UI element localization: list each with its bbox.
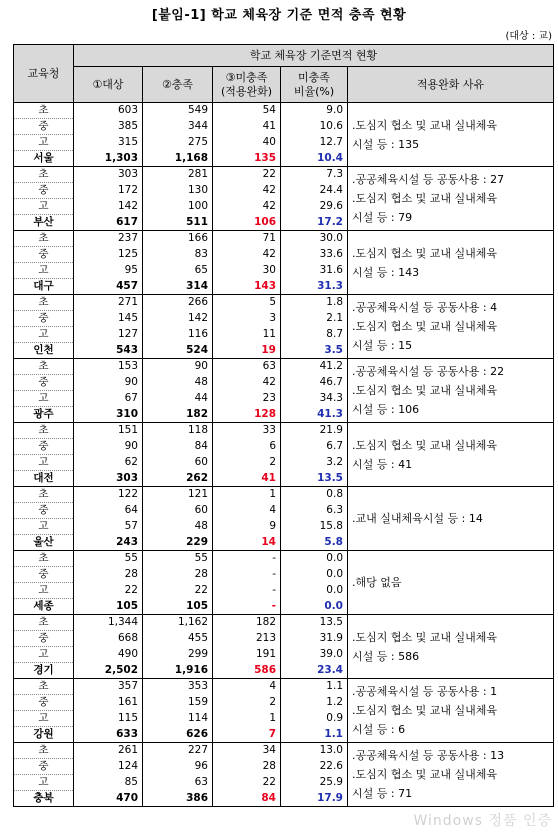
school-level: 고	[14, 455, 74, 471]
cell-value: 96	[143, 759, 213, 775]
reason-line: .해당 없음	[352, 576, 402, 589]
school-level: 초	[14, 551, 74, 567]
cell-value: 40	[213, 135, 281, 151]
reason-cell	[348, 423, 554, 487]
cell-value: 23	[213, 391, 281, 407]
reason-cell	[348, 295, 554, 359]
total-value: 1,916	[143, 663, 213, 679]
cell-value: 41.2	[281, 359, 348, 375]
cell-value: 299	[143, 647, 213, 663]
reason-line: 시설 등 : 586	[352, 649, 420, 663]
cell-value: 2.1	[281, 311, 348, 327]
cell-value: 22	[143, 583, 213, 599]
cell-value: 114	[143, 711, 213, 727]
cell-value: 60	[143, 503, 213, 519]
school-level: 초	[14, 615, 74, 631]
cell-value: 385	[74, 119, 143, 135]
table-row	[14, 103, 554, 119]
school-level: 고	[14, 327, 74, 343]
cell-value: -	[213, 567, 281, 583]
sports-field-table	[13, 44, 554, 807]
total-value: 1,303	[74, 151, 143, 167]
cell-value: 0.8	[281, 487, 348, 503]
reason-cell	[348, 615, 554, 679]
reason-line: .도심지 협소 및 교내 실내체육	[352, 384, 497, 397]
cell-value: 191	[213, 647, 281, 663]
cell-value: 13.0	[281, 743, 348, 759]
cell-value: 1.1	[281, 679, 348, 695]
cell-value: 39.0	[281, 647, 348, 663]
cell-value: 116	[143, 327, 213, 343]
total-value: -	[213, 599, 281, 615]
total-value: 17.2	[281, 215, 348, 231]
cell-value: 90	[74, 439, 143, 455]
reason-line: .도심지 협소 및 교내 실내체육	[352, 768, 497, 781]
cell-value: 124	[74, 759, 143, 775]
cell-value: 60	[143, 455, 213, 471]
reason-line: .도심지 협소 및 교내 실내체육	[352, 246, 497, 260]
cell-value: 57	[74, 519, 143, 535]
cell-value: 227	[143, 743, 213, 759]
cell-value: 353	[143, 679, 213, 695]
school-level: 중	[14, 247, 74, 263]
cell-value: 151	[74, 423, 143, 439]
cell-value: 0.9	[281, 711, 348, 727]
cell-value: 668	[74, 631, 143, 647]
cell-value: 455	[143, 631, 213, 647]
reason-line: .도심지 협소 및 교내 실내체육	[352, 704, 497, 717]
reason-cell	[348, 551, 554, 615]
cell-value: 1	[213, 487, 281, 503]
total-value: 524	[143, 343, 213, 359]
cell-value: 1.8	[281, 295, 348, 311]
total-value: 229	[143, 535, 213, 551]
region-name: 강원	[14, 727, 74, 743]
cell-value: 55	[143, 551, 213, 567]
school-level: 초	[14, 231, 74, 247]
cell-value: 31.9	[281, 631, 348, 647]
total-value: 617	[74, 215, 143, 231]
cell-value: 33.6	[281, 247, 348, 263]
cell-value: 28	[74, 567, 143, 583]
school-level: 고	[14, 199, 74, 215]
document-title: [붙임-1] 학교 체육장 기준 면적 충족 현황	[151, 8, 407, 23]
cell-value: 24.4	[281, 183, 348, 199]
reason-line: .공공체육시설 등 공동사용 : 27	[352, 173, 505, 186]
cell-value: 275	[143, 135, 213, 151]
table-row	[14, 359, 554, 375]
cell-value: 28	[213, 759, 281, 775]
cell-value: 22	[74, 583, 143, 599]
reason-line: .공공체육시설 등 공동사용 : 1	[352, 685, 498, 698]
cell-value: 357	[74, 679, 143, 695]
cell-value: 48	[143, 519, 213, 535]
total-value: 1.1	[281, 727, 348, 743]
total-value: 13.5	[281, 471, 348, 487]
reason-cell	[348, 231, 554, 295]
total-value: 143	[213, 279, 281, 295]
cell-value: 65	[143, 263, 213, 279]
cell-value: 172	[74, 183, 143, 199]
school-level: 초	[14, 423, 74, 439]
cell-value: 1	[213, 711, 281, 727]
total-value: 128	[213, 407, 281, 423]
cell-value: -	[213, 551, 281, 567]
reason-line: .공공체육시설 등 공동사용 : 4	[352, 301, 498, 314]
reason-line: 시설 등 : 79	[352, 211, 413, 224]
total-value: 3.5	[281, 343, 348, 359]
total-value: 105	[74, 599, 143, 615]
cell-value: 159	[143, 695, 213, 711]
cell-value: 100	[143, 199, 213, 215]
cell-value: 90	[143, 359, 213, 375]
school-level: 중	[14, 439, 74, 455]
cell-value: 48	[143, 375, 213, 391]
school-level: 중	[14, 503, 74, 519]
region-name: 대구	[14, 279, 74, 295]
table-row	[14, 743, 554, 759]
cell-value: 153	[74, 359, 143, 375]
reason-line: .도심지 협소 및 교내 실내체육	[352, 320, 497, 333]
school-level: 중	[14, 631, 74, 647]
reason-line: .도심지 협소 및 교내 실내체육	[352, 438, 497, 452]
school-level: 고	[14, 583, 74, 599]
total-value: 14	[213, 535, 281, 551]
header-unmet	[213, 67, 281, 103]
reason-line: 시설 등 : 106	[352, 403, 420, 416]
cell-value: 6	[213, 439, 281, 455]
header-unmet-label: ③미충족	[225, 70, 268, 84]
total-value: 10.4	[281, 151, 348, 167]
school-level: 고	[14, 519, 74, 535]
table-row	[14, 551, 554, 567]
cell-value: 6.7	[281, 439, 348, 455]
cell-value: 237	[74, 231, 143, 247]
cell-value: 42	[213, 183, 281, 199]
cell-value: 46.7	[281, 375, 348, 391]
cell-value: 21.9	[281, 423, 348, 439]
total-value: 310	[74, 407, 143, 423]
cell-value: 13.5	[281, 615, 348, 631]
cell-value: 127	[74, 327, 143, 343]
cell-value: 41	[213, 119, 281, 135]
cell-value: 142	[74, 199, 143, 215]
total-value: 106	[213, 215, 281, 231]
cell-value: 118	[143, 423, 213, 439]
cell-value: 22	[213, 167, 281, 183]
region-name: 서울	[14, 151, 74, 167]
cell-value: 15.8	[281, 519, 348, 535]
total-value: 7	[213, 727, 281, 743]
table-row	[14, 487, 554, 503]
school-level: 고	[14, 263, 74, 279]
total-value: 243	[74, 535, 143, 551]
total-value: 303	[74, 471, 143, 487]
cell-value: 303	[74, 167, 143, 183]
total-value: 105	[143, 599, 213, 615]
cell-value: 34.3	[281, 391, 348, 407]
total-value: 2,502	[74, 663, 143, 679]
cell-value: 95	[74, 263, 143, 279]
table-row	[14, 679, 554, 695]
region-name: 충북	[14, 791, 74, 807]
cell-value: 9.0	[281, 103, 348, 119]
region-name: 대전	[14, 471, 74, 487]
school-level: 중	[14, 183, 74, 199]
reason-cell	[348, 679, 554, 743]
total-value: 23.4	[281, 663, 348, 679]
cell-value: 4	[213, 503, 281, 519]
cell-value: 122	[74, 487, 143, 503]
school-level: 중	[14, 311, 74, 327]
school-level: 초	[14, 103, 74, 119]
cell-value: 0.0	[281, 567, 348, 583]
school-level: 고	[14, 135, 74, 151]
cell-value: -	[213, 583, 281, 599]
cell-value: 12.7	[281, 135, 348, 151]
cell-value: 30.0	[281, 231, 348, 247]
cell-value: 166	[143, 231, 213, 247]
total-value: 41.3	[281, 407, 348, 423]
watermark: Windows 정품 인증	[413, 813, 552, 829]
reason-line: .공공체육시설 등 공동사용 : 22	[352, 365, 505, 378]
school-level: 중	[14, 759, 74, 775]
table-row	[14, 295, 554, 311]
cell-value: 281	[143, 167, 213, 183]
reason-line: 시설 등 : 41	[352, 457, 413, 471]
cell-value: 4	[213, 679, 281, 695]
cell-value: 161	[74, 695, 143, 711]
reason-line: 시설 등 : 71	[352, 787, 413, 800]
total-value: 314	[143, 279, 213, 295]
cell-value: 5	[213, 295, 281, 311]
total-value: 457	[74, 279, 143, 295]
header-group: 학교 체육장 기준면적 현황	[74, 45, 554, 67]
cell-value: 34	[213, 743, 281, 759]
cell-value: 84	[143, 439, 213, 455]
cell-value: 6.3	[281, 503, 348, 519]
cell-value: 271	[74, 295, 143, 311]
header-unmet-sub: (적용완화)	[220, 84, 273, 98]
total-value: 0.0	[281, 599, 348, 615]
cell-value: 3.2	[281, 455, 348, 471]
cell-value: 1,162	[143, 615, 213, 631]
reason-line: 시설 등 : 15	[352, 339, 413, 352]
total-value: 135	[213, 151, 281, 167]
cell-value: 42	[213, 247, 281, 263]
table-row	[14, 167, 554, 183]
total-value: 1,168	[143, 151, 213, 167]
header-region: 교육청	[14, 45, 74, 103]
school-level: 초	[14, 359, 74, 375]
cell-value: 1.2	[281, 695, 348, 711]
reason-line: .공공체육시설 등 공동사용 : 13	[352, 749, 505, 762]
cell-value: 22	[213, 775, 281, 791]
table-row	[14, 231, 554, 247]
cell-value: 115	[74, 711, 143, 727]
cell-value: 83	[143, 247, 213, 263]
header-target: ①대상	[74, 67, 143, 103]
cell-value: 145	[74, 311, 143, 327]
total-value: 511	[143, 215, 213, 231]
reason-cell	[348, 359, 554, 423]
reason-cell	[348, 743, 554, 807]
total-value: 543	[74, 343, 143, 359]
region-name: 경기	[14, 663, 74, 679]
table-row	[14, 423, 554, 439]
cell-value: 0.0	[281, 551, 348, 567]
reason-cell	[348, 103, 554, 167]
reason-line: 시설 등 : 6	[352, 723, 406, 736]
cell-value: 549	[143, 103, 213, 119]
cell-value: 142	[143, 311, 213, 327]
total-value: 84	[213, 791, 281, 807]
cell-value: 266	[143, 295, 213, 311]
region-name: 세종	[14, 599, 74, 615]
cell-value: 7.3	[281, 167, 348, 183]
region-name: 인천	[14, 343, 74, 359]
cell-value: 344	[143, 119, 213, 135]
total-value: 31.3	[281, 279, 348, 295]
school-level: 초	[14, 679, 74, 695]
total-value: 41	[213, 471, 281, 487]
reason-line: .도심지 협소 및 교내 실내체육	[352, 630, 497, 644]
cell-value: 0.0	[281, 583, 348, 599]
region-name: 부산	[14, 215, 74, 231]
cell-value: 44	[143, 391, 213, 407]
cell-value: 25.9	[281, 775, 348, 791]
cell-value: 182	[213, 615, 281, 631]
cell-value: 30	[213, 263, 281, 279]
header-ratio-sub: 비율(%)	[293, 84, 335, 98]
total-value: 19	[213, 343, 281, 359]
reason-line: 시설 등 : 143	[352, 265, 420, 279]
header-ratio-label: 미충족	[298, 70, 330, 84]
cell-value: 603	[74, 103, 143, 119]
reason-line: .도심지 협소 및 교내 실내체육	[352, 192, 497, 205]
school-level: 초	[14, 295, 74, 311]
school-level: 초	[14, 167, 74, 183]
cell-value: 63	[143, 775, 213, 791]
table-row	[14, 615, 554, 631]
cell-value: 130	[143, 183, 213, 199]
header-meet: ②충족	[143, 67, 213, 103]
cell-value: 315	[74, 135, 143, 151]
school-level: 초	[14, 743, 74, 759]
unit-note: (대상 : 교)	[505, 31, 552, 42]
cell-value: 3	[213, 311, 281, 327]
cell-value: 2	[213, 695, 281, 711]
school-level: 고	[14, 391, 74, 407]
school-level: 중	[14, 567, 74, 583]
school-level: 중	[14, 375, 74, 391]
cell-value: 63	[213, 359, 281, 375]
cell-value: 54	[213, 103, 281, 119]
cell-value: 90	[74, 375, 143, 391]
cell-value: 2	[213, 455, 281, 471]
reason-cell	[348, 167, 554, 231]
cell-value: 42	[213, 375, 281, 391]
cell-value: 8.7	[281, 327, 348, 343]
cell-value: 125	[74, 247, 143, 263]
cell-value: 22.6	[281, 759, 348, 775]
header-reason: 적용완화 사유	[348, 67, 554, 103]
total-value: 5.8	[281, 535, 348, 551]
school-level: 고	[14, 775, 74, 791]
cell-value: 28	[143, 567, 213, 583]
cell-value: 55	[74, 551, 143, 567]
cell-value: 67	[74, 391, 143, 407]
cell-value: 85	[74, 775, 143, 791]
cell-value: 42	[213, 199, 281, 215]
total-value: 626	[143, 727, 213, 743]
cell-value: 64	[74, 503, 143, 519]
table-body	[14, 103, 554, 807]
total-value: 633	[74, 727, 143, 743]
header-ratio	[281, 67, 348, 103]
school-level: 초	[14, 487, 74, 503]
total-value: 470	[74, 791, 143, 807]
cell-value: 261	[74, 743, 143, 759]
cell-value: 62	[74, 455, 143, 471]
total-value: 182	[143, 407, 213, 423]
school-level: 중	[14, 119, 74, 135]
reason-line: .교내 실내체육시설 등 : 14	[352, 512, 483, 525]
reason-line: 시설 등 : 135	[352, 137, 420, 151]
total-value: 586	[213, 663, 281, 679]
region-name: 광주	[14, 407, 74, 423]
school-level: 고	[14, 647, 74, 663]
cell-value: 490	[74, 647, 143, 663]
cell-value: 213	[213, 631, 281, 647]
total-value: 386	[143, 791, 213, 807]
reason-line: .도심지 협소 및 교내 실내체육	[352, 118, 497, 132]
cell-value: 33	[213, 423, 281, 439]
region-name: 울산	[14, 535, 74, 551]
reason-cell	[348, 487, 554, 551]
cell-value: 121	[143, 487, 213, 503]
total-value: 262	[143, 471, 213, 487]
cell-value: 31.6	[281, 263, 348, 279]
cell-value: 71	[213, 231, 281, 247]
cell-value: 1,344	[74, 615, 143, 631]
school-level: 중	[14, 695, 74, 711]
cell-value: 10.6	[281, 119, 348, 135]
cell-value: 29.6	[281, 199, 348, 215]
total-value: 17.9	[281, 791, 348, 807]
cell-value: 9	[213, 519, 281, 535]
cell-value: 11	[213, 327, 281, 343]
school-level: 고	[14, 711, 74, 727]
